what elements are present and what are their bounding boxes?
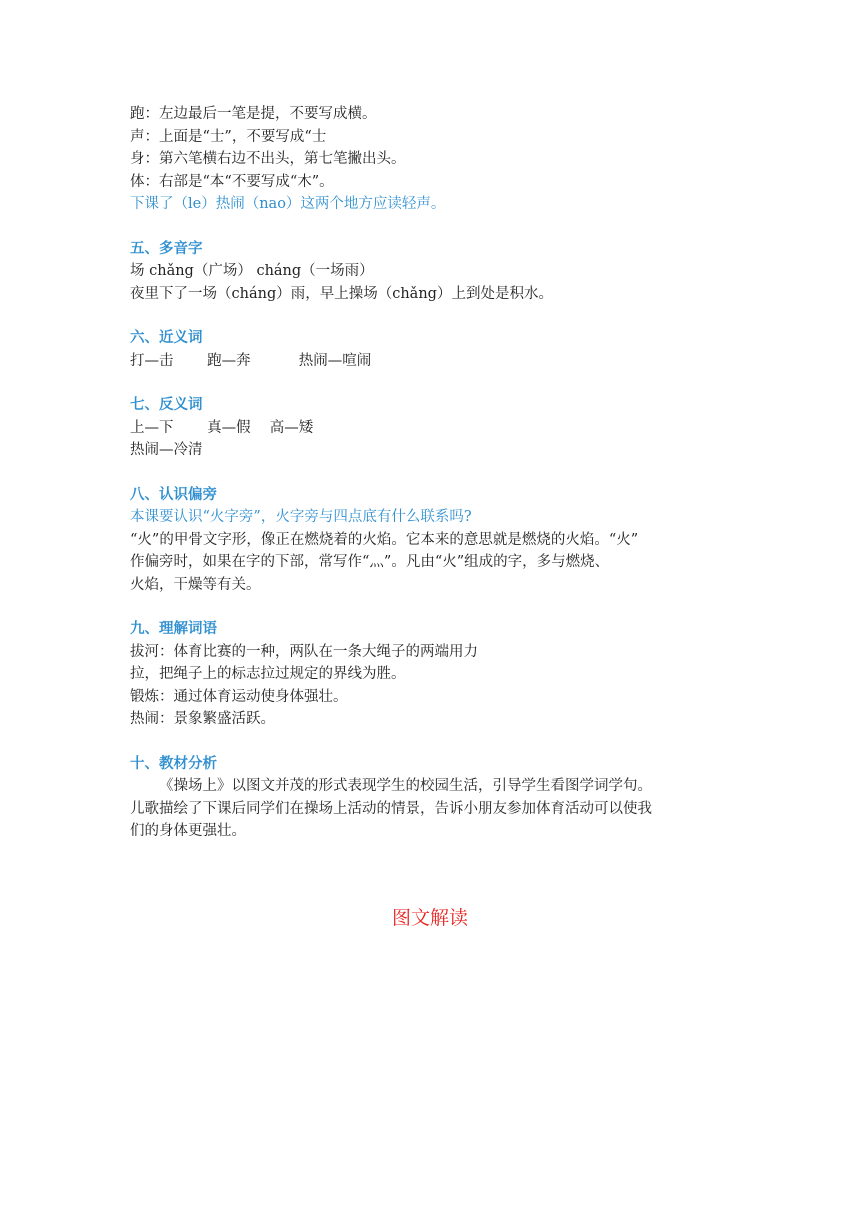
text-line: 作偏旁时，如果在字的下部，常写作“灬”。凡由“火”组成的字，多与燃烧、 [130,554,610,570]
note-line: 下课了（le）热闹（nao）这两个地方应读轻声。 [130,196,446,212]
text-line: 锻炼：通过体育运动使身体强壮。 [130,688,348,705]
text-line: 场 chǎng（广场） cháng（一场雨） [130,263,374,279]
text-line: 儿歌描绘了下课后同学们在操场上活动的情景，告诉小朋友参加体育活动可以使我 [130,800,652,817]
question-line: 本课要认识“火字旁”，火字旁与四点底有什么联系吗? [130,509,472,525]
section-heading: 六、近义词 [130,330,203,346]
text-line: 打—击 跑—奔 热闹—喧闹 [130,352,372,369]
text-line: 拉，把绳子上的标志拉过规定的界线为胜。 [130,666,406,682]
text-line: 热闹—冷清 [130,442,203,458]
text-line: 体：右部是“本“不要写成“木”。 [130,173,334,190]
document-body [130,103,740,843]
section-heading: 八、认识偏旁 [130,486,217,503]
section-heading: 九、理解词语 [130,621,217,637]
text-line: 拔河：体育比赛的一种，两队在一条大绳子的两端用力 [130,643,478,660]
text-line: 跑：左边最后一笔是提，不要写成横。 [130,106,377,122]
text-line: 夜里下了一场（cháng）雨，早上操场（chǎng）上到处是积水。 [130,285,553,302]
text-line: 热闹：景象繁盛活跃。 [130,711,275,727]
text-line: 身：第六笔横右边不出头，第七笔撇出头。 [130,151,406,167]
section-heading: 十、教材分析 [130,755,217,772]
section-heading: 五、多音字 [130,240,203,257]
text-line: 火焰，干燥等有关。 [130,576,261,593]
text-line: 声：上面是“士”，不要写成“士 [130,128,327,145]
section-heading: 七、反义词 [130,397,203,413]
text-line: 《操场上》以图文并茂的形式表现学生的校园生活，引导学生看图学词学句。 [159,778,652,794]
text-line: 们的身体更强壮。 [130,823,246,839]
text-line: 上—下 真—假 高—矮 [130,419,314,436]
text-line: “火”的甲骨文字形，像正在燃烧着的火焰。它本来的意思就是燃烧的火焰。“火” [130,531,639,548]
section-title-illustration: 图文解读 [391,907,468,929]
